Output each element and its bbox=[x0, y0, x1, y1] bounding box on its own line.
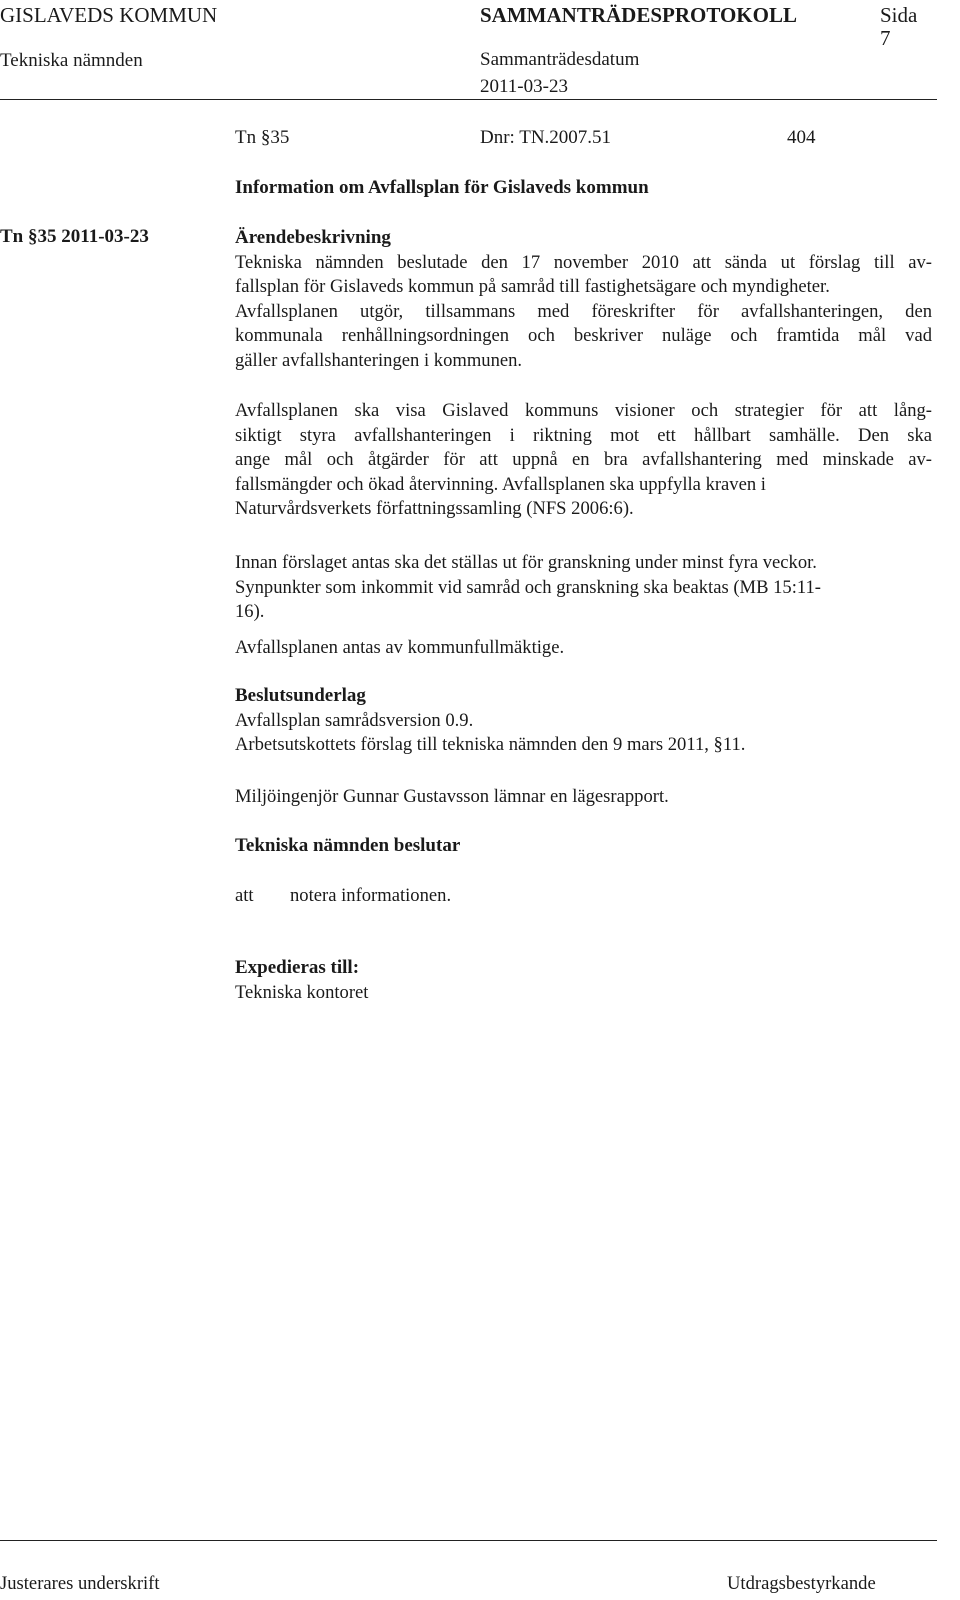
meeting-date: 2011-03-23 bbox=[480, 76, 568, 97]
description-line: Avfallsplanen antas av kommunfullmäktige. bbox=[235, 637, 565, 658]
footer-certification-label: Utdragsbestyrkande bbox=[727, 1573, 876, 1594]
basis-heading: Beslutsunderlag bbox=[235, 685, 366, 706]
description-line: Naturvårdsverkets författningssamling (NFS 2006:6). bbox=[235, 498, 634, 519]
header-rule bbox=[0, 99, 937, 100]
description-paragraph-5 bbox=[235, 636, 932, 661]
description-line: 16). bbox=[235, 601, 265, 622]
description-line: Innan förslaget antas ska det ställas ut för granskning under minst fyra veckor. bbox=[235, 552, 817, 573]
decision-text: notera informationen. bbox=[290, 885, 452, 906]
dispatch-section bbox=[235, 956, 932, 1005]
status-report bbox=[235, 785, 932, 810]
basis-item: Avfallsplan samrådsversion 0.9. bbox=[235, 709, 474, 731]
case-description bbox=[235, 226, 932, 373]
decision-att: att bbox=[235, 885, 254, 906]
description-line: Synpunkter som inkommit vid samråd och granskning ska beaktas (MB 15:11- bbox=[235, 576, 821, 598]
description-paragraph-3 bbox=[235, 399, 932, 522]
decision-heading: Tekniska nämnden beslutar bbox=[235, 835, 461, 856]
committee-name: Tekniska nämnden bbox=[0, 50, 143, 71]
basis-item: Arbetsutskottets förslag till tekniska nämnden den 9 mars 2011, §11. bbox=[235, 734, 746, 755]
description-line: ange mål och åtgärder för att uppnå en bra avfallshantering med minskade av- bbox=[235, 449, 932, 470]
dispatch-heading: Expedieras till: bbox=[235, 957, 360, 978]
description-line: Tekniska nämnden beslutade den 17 november 2010 att sända ut förslag till av- bbox=[235, 251, 932, 273]
dispatch-recipient: Tekniska kontoret bbox=[235, 981, 369, 1003]
report-text: Miljöingenjör Gunnar Gustavsson lämnar en lägesrapport. bbox=[235, 786, 669, 807]
description-paragraph-4 bbox=[235, 551, 932, 625]
decision-section bbox=[235, 834, 932, 859]
municipality-name: GISLAVEDS KOMMUN bbox=[0, 3, 218, 27]
description-line: Avfallsplanen utgör, tillsammans med föreskrifter för avfallshanteringen, den bbox=[235, 300, 932, 322]
case-dnr: Dnr: TN.2007.51 bbox=[480, 127, 612, 148]
footer-signature-label: Justerares underskrift bbox=[0, 1573, 160, 1594]
case-number: Tn §35 bbox=[235, 127, 290, 148]
page-number: 7 bbox=[880, 26, 891, 50]
description-line: fallsplan för Gislaveds kommun på samråd till fastighetsägare och myndigheter. bbox=[235, 276, 830, 297]
case-code: 404 bbox=[787, 127, 816, 148]
case-title: Information om Avfallsplan för Gislaveds kommun bbox=[235, 177, 649, 198]
decision-basis bbox=[235, 684, 932, 758]
description-line: kommunala renhållningsordningen och beskriver nuläge och framtida mål vad bbox=[235, 325, 932, 346]
page-label: Sida bbox=[880, 3, 918, 27]
description-heading: Ärendebeskrivning bbox=[235, 227, 391, 248]
description-line: Avfallsplanen ska visa Gislaved kommuns visioner och strategier för att lång- bbox=[235, 400, 932, 421]
meeting-date-label: Sammanträdesdatum bbox=[480, 49, 640, 70]
description-line: fallsmängder och ökad återvinning. Avfallsplanen ska uppfylla kraven i bbox=[235, 473, 766, 495]
document-type: SAMMANTRÄDESPROTOKOLL bbox=[480, 3, 797, 27]
description-line: siktigt styra avfallshanteringen i riktning mot ett hållbart samhälle. Den ska bbox=[235, 424, 932, 446]
footer-rule bbox=[0, 1540, 937, 1541]
description-line: gäller avfallshanteringen i kommunen. bbox=[235, 349, 523, 371]
case-margin-ref: Tn §35 2011-03-23 bbox=[0, 226, 149, 247]
